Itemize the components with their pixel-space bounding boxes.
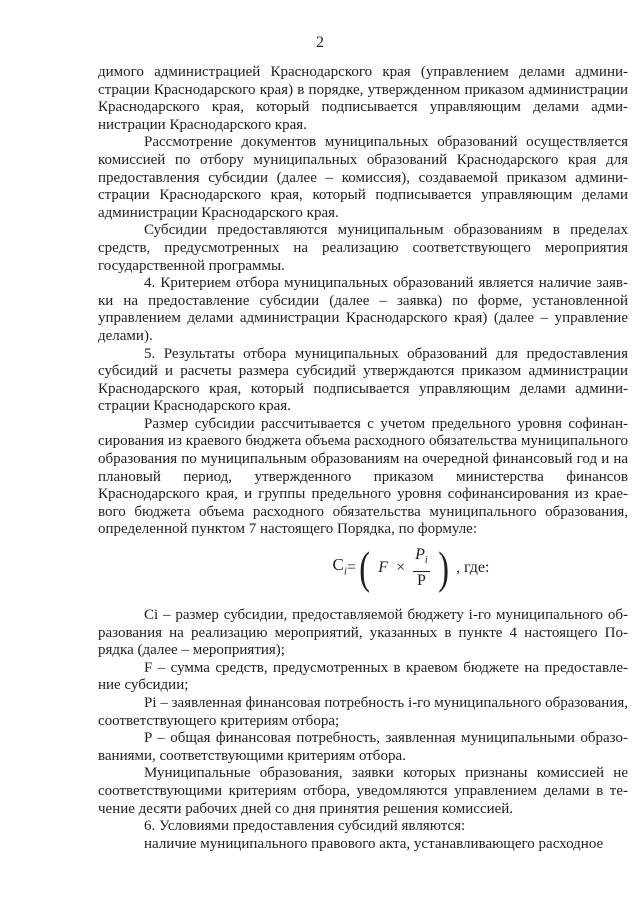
formula-var-f: F xyxy=(378,559,389,577)
paragraph: наличие муниципального правового акта, устанавливающего расходное xyxy=(144,835,604,852)
paragraph: 4. Критерием отбора муниципальных образований является наличие заявки на предоставление субсидии (далее – заявка) по форме, установленной управлением делами администрации Краснодарского края) (далее – управление делами). xyxy=(98,275,628,344)
paragraph: Размер субсидии рассчитывается с учетом предельного уровня софинансирования из краевого бюджета объема расходного обязательства муниципального образования по муниципальным образованиям на очередной финансовый год и на плановый период, утвержденного приказом министерства финансов Краснодарского края, и группы предельного уровня софинансирования из краевого бюджета объема расходного обязательства муниципального образования, определенной пунктом 7 настоящего Порядка, по формуле: xyxy=(98,415,628,538)
definition-paragraph: F – сумма средств, предусмотренных в краевом бюджете на предоставление субсидии; xyxy=(98,659,628,694)
definition-paragraph: P – общая финансовая потребность, заявленная муниципальными образованиями, соответствующими критериям отбора. xyxy=(98,730,628,764)
formula-times: × xyxy=(396,559,406,577)
formula-tail: , где: xyxy=(456,559,490,577)
paragraph: Муниципальные образования, заявки которых признаны комиссией не соответствующими критериям отбора, уведомляются управлением делами в течение десяти рабочих дней со дня принятия решения комиссией. xyxy=(98,765,628,817)
definition-paragraph: Ci – размер субсидии, предоставляемой бюджету i-го муниципального образования на реализацию мероприятий, указанных в пункте 4 настоящего Порядка (далее – мероприятия); xyxy=(98,607,628,659)
paragraph: Рассмотрение документов муниципальных образований осуществляется комиссией по отбору муниципальных образований Краснодарского края для предоставления субсидии (далее – комиссия), создаваемой приказом администрации Краснодарского края, который подписывается управляющим делами администрации Краснодарского края. xyxy=(98,134,628,221)
page-number: 2 xyxy=(316,34,324,51)
formula-equals: = xyxy=(346,559,356,577)
subsidy-formula xyxy=(98,541,628,595)
formula-denominator: P xyxy=(416,571,426,589)
paragraph: 6. Условиями предоставления субсидий являются: xyxy=(144,818,466,835)
paragraph: димого администрацией Краснодарского края (управлением делами администрации Краснодарского края) в порядке, утвержденном приказом администрации Краснодарского края, который подписывается управляющим делами администрации Краснодарского края. xyxy=(98,64,628,133)
formula-fraction xyxy=(413,546,430,589)
formula-open-paren: ( xyxy=(359,542,370,594)
paragraph: Субсидии предоставляются муниципальным образованиям в пределах средств, предусмотренных на реализацию соответствующего мероприятия государственной программы. xyxy=(98,222,628,274)
formula-numerator: $P_i$ xyxy=(413,546,430,571)
paragraph: 5. Результаты отбора муниципальных образований для предоставления субсидий и расчеты размера субсидий утверждаются приказом администрации Краснодарского края, который подписывается управляющим делами администрации Краснодарского края. xyxy=(98,345,628,415)
formula-close-paren: ) xyxy=(437,542,449,594)
formula-lhs: $C_i$ xyxy=(332,554,347,577)
document-body xyxy=(98,64,628,853)
definition-paragraph: Pi – заявленная финансовая потребность i-го муниципального образования, соответствующего критериям отбора; xyxy=(98,695,628,729)
